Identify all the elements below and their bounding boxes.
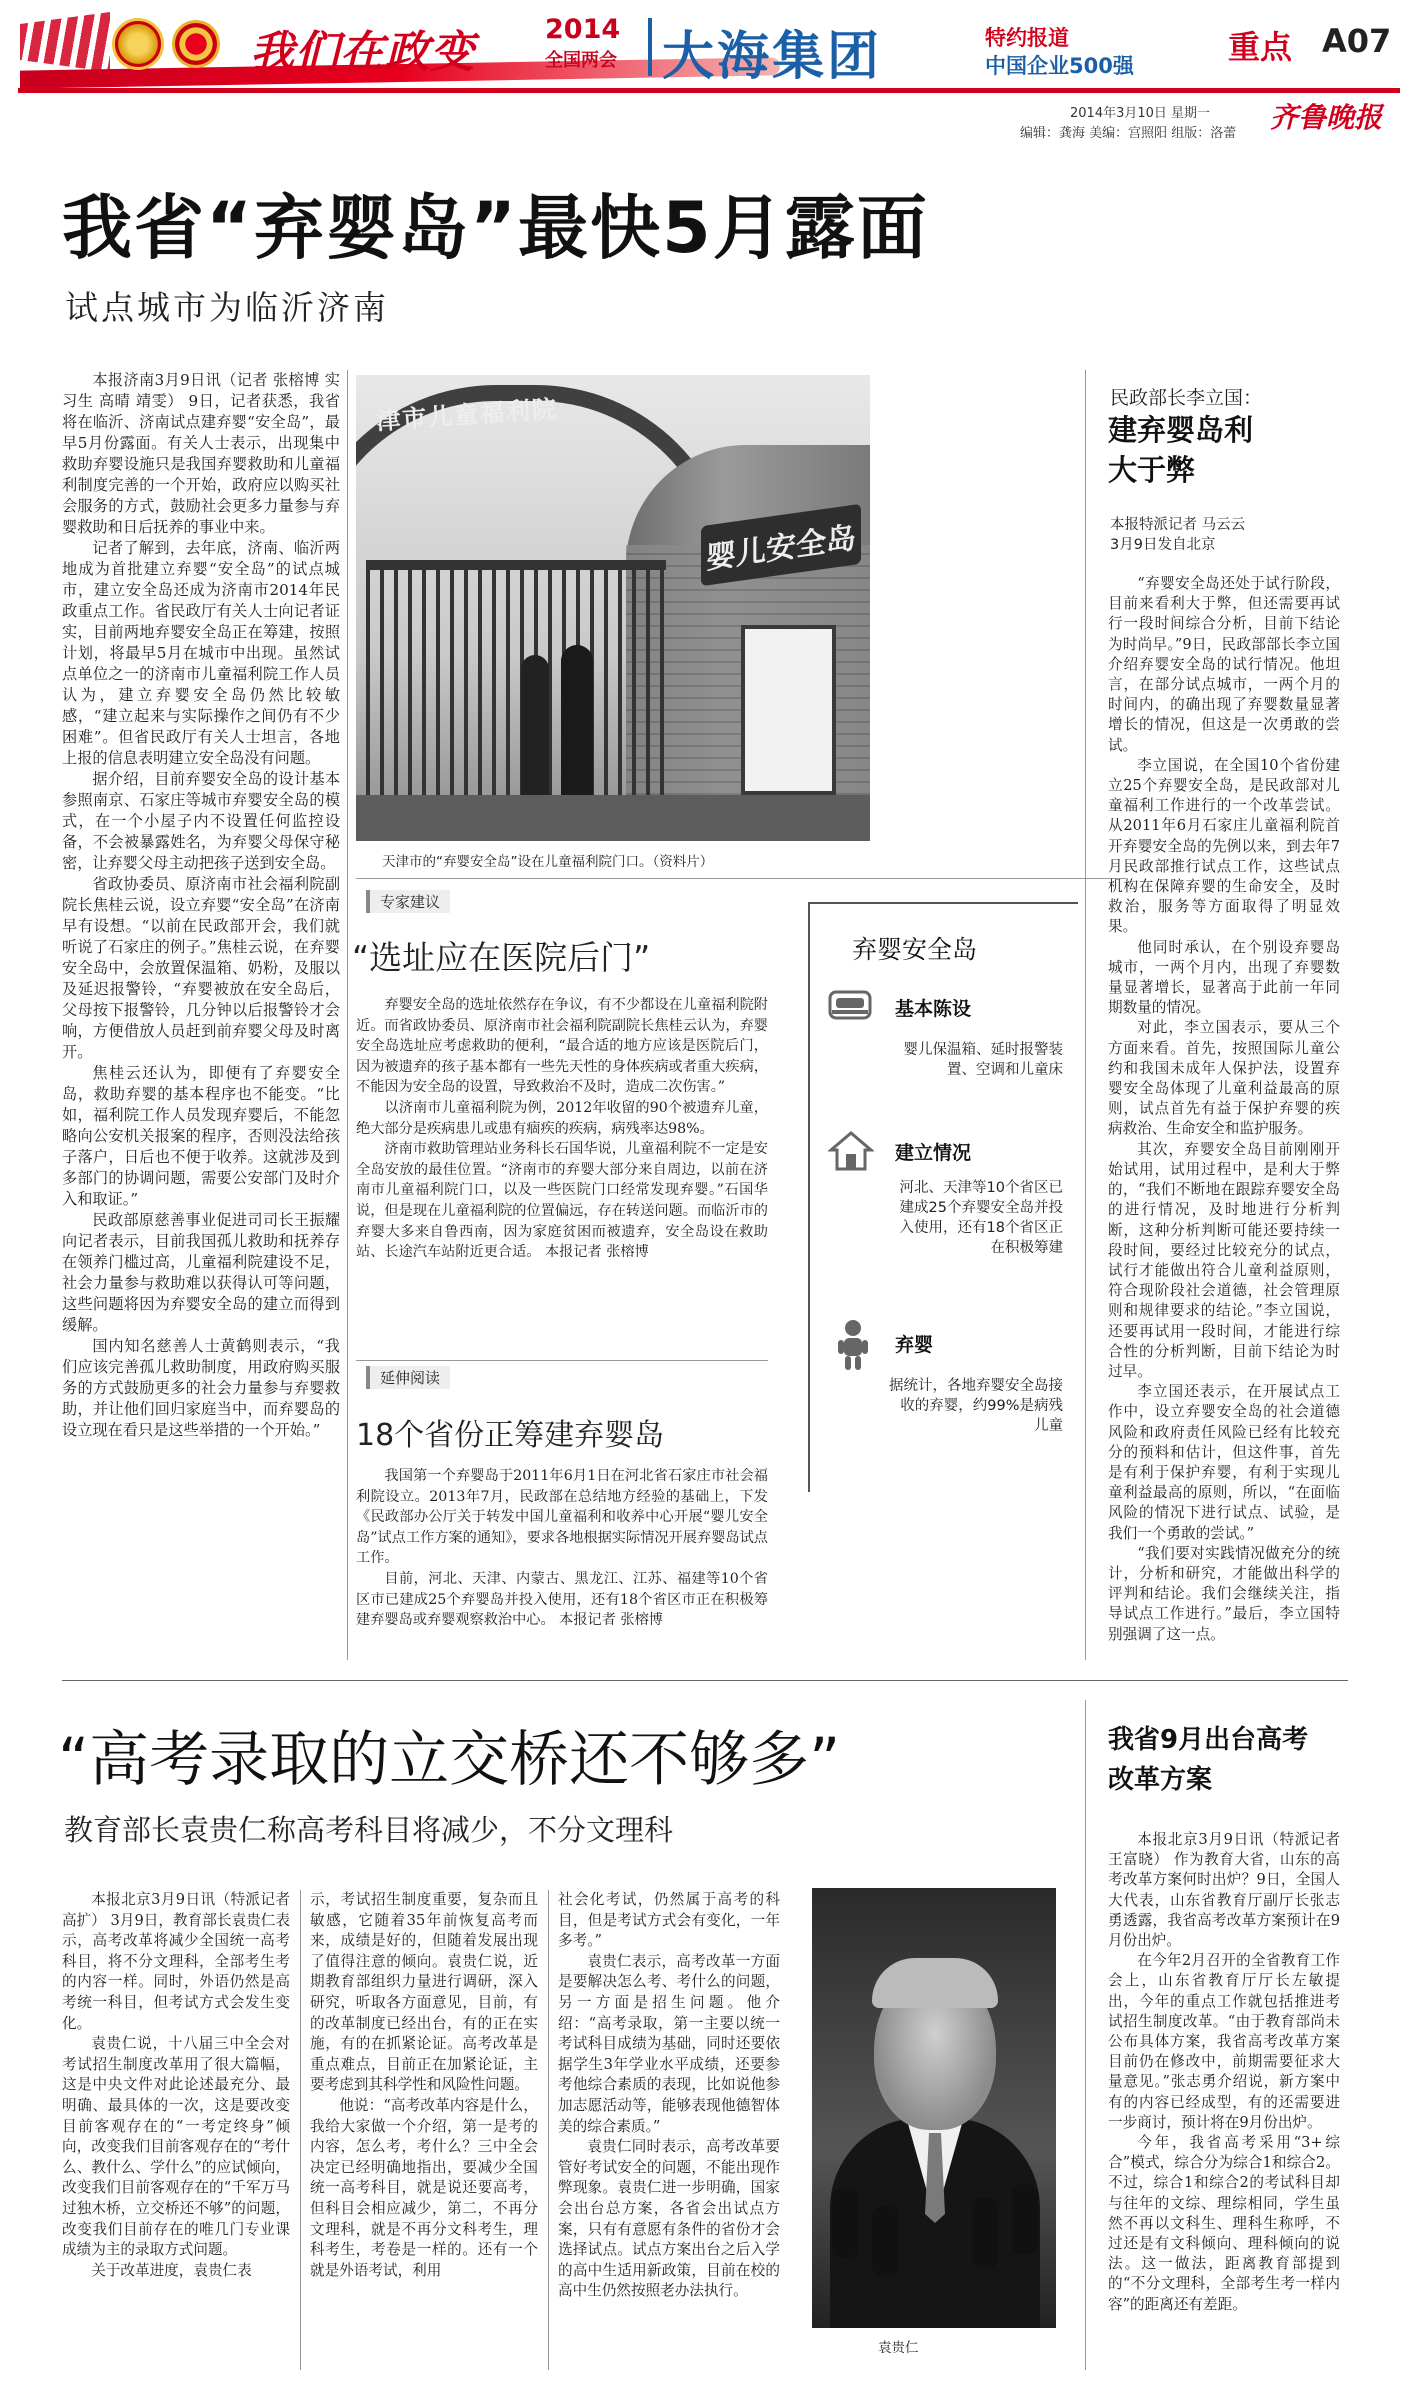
masthead (0, 0, 1409, 108)
story1-body (62, 370, 340, 1441)
masthead-rule (18, 88, 1400, 93)
story1-headline: 我省“弃婴岛”最快5月露面 (62, 187, 929, 269)
safety-island-sign: 婴儿安全岛 (706, 520, 856, 577)
story2-col2 (310, 1890, 538, 2281)
paragraph: 本报北京3月9日讯（特派记者 高扩） 3月9日，教育部长袁贵仁表示，高考改革将减少全国统一高考科目，将不分文理科，全部考生考的内容一样。同时，外语仍然是高考统一科目，但考试方式会发生变化。 (62, 1891, 290, 2032)
column-rule (548, 1890, 549, 2370)
sidebar2-body (1108, 1830, 1340, 2315)
page-number: A07 (1322, 22, 1392, 60)
paper-logo: 齐鲁晚报 (1270, 101, 1383, 134)
microphone-icon (972, 2198, 998, 2268)
house-icon (828, 1130, 874, 1172)
door (741, 625, 836, 795)
column-rule (347, 370, 348, 1660)
paragraph: 本报北京3月9日讯（特派记者 王富晓） 作为教育大省，山东的高考改革方案何时出炉？9日，全国人大代表，山东省教育厅副厅长张志勇透露，我省高考改革方案预计在9月份出炉。 (1108, 1831, 1340, 1950)
paragraph: 国内知名慈善人士黄鹤则表示，“我们应该完善孤儿救助制度，用政府购买服务的方式鼓励更多的社会力量参与弃婴救助，并让他们回归家庭当中，而弃婴岛的设立现在看只是这些举措的一个开始。” (62, 1337, 340, 1439)
paragraph: 对此，李立国表示，要从三个方面来看。首先，按照国际儿童公约和我国未成年人保护法，设置弃婴安全岛体现了儿童利益最高的原则，试点首先有益于保护弃婴的疾病救治、生命安全和监护服务。 (1108, 1019, 1340, 1138)
special-report-label: 特约报道 (985, 26, 1069, 50)
column-year: 2014 (545, 14, 621, 45)
story2-col3 (558, 1890, 780, 2302)
extended-tag: 延伸阅读 (366, 1366, 450, 1389)
paragraph: 省政协委员、原济南市社会福利院副院长焦桂云说，设立弃婴“安全岛”在济南早有设想。“以前在民政部开会，我们就听说了石家庄的例子。”焦桂云说，在弃婴安全岛中，会放置保温箱、奶粉，及服以及延迟报警铃，“弃婴被放在安全岛后，父母按下报警铃，几分钟以后报警铃才会响，方便借放人员赶到前弃婴父母及时离开。 (62, 875, 340, 1061)
paragraph: 焦桂云还认为，即便有了弃婴安全岛，救助弃婴的基本程序也不能变。“比如，福利院工作人员发现弃婴后，不能忽略向公安机关报案的程序，否则没法给孩子落户，日后也不便于收养。这就涉及到多部门的协调问题，需要公安部门及时介入和取证。” (62, 1064, 340, 1208)
column-rule (1085, 370, 1086, 1660)
extended-headline: 18个省份正筹建弃婴岛 (356, 1418, 665, 1453)
expert-headline: “选址应在医院后门” (352, 938, 651, 977)
baby-icon (836, 1318, 870, 1372)
paragraph: 李立国还表示，在开展试点工作中，设立弃婴安全岛的社会道德风险和政府责任风险已经有比较充分的预料和估计，但这件事，首先是有利于保护弃婴，有利于实现儿童利益最高的原则，所以，“在面临风险的情况下进行试点、试验，是我们一个勇敢的尝试。” (1108, 1383, 1340, 1542)
paragraph: 他同时承认，在个别设弃婴岛城市，一两个月内，出现了弃婴数量显著增长，显著高于此前一年同期数量的情况。 (1108, 938, 1340, 1017)
infobox-title: 弃婴安全岛 (852, 935, 978, 964)
section-name: 重点 (1228, 28, 1293, 66)
masthead-divider (648, 18, 652, 76)
cppcc-emblem-icon (172, 20, 220, 68)
national-emblem-icon (112, 18, 164, 70)
editor-credits: 编辑：龚海 美编：宫照阳 组版：洛蕾 (1020, 126, 1237, 141)
microphone-icon (1012, 2184, 1038, 2254)
arch-sign-text: 津市儿童福利院 (375, 394, 559, 436)
expert-tag: 专家建议 (366, 890, 450, 913)
person-figure (561, 645, 593, 810)
welfare-home-photo (356, 375, 870, 841)
story-divider (62, 1680, 1348, 1681)
paragraph: 其次，弃婴安全岛目前刚刚开始试用，试用过程中，是利大于弊的，“我们不断地在跟踪弃婴安全岛的进行情况，及时地进行分析判断，这种分析判断可能还要持续一段时间，要经过比较充分的试点，试行才能做出符合儿童利益原则，符合现阶段社会道德，社会管理原则和规律要求的结论。”李立国说，还要再试用一段时间，才能进行综合性的分析判断，目前下结论为时过早。 (1108, 1140, 1340, 1380)
photo1-caption: 天津市的“弃婴安全岛”设在儿童福利院门口。（资料片） (382, 854, 714, 870)
column-title: 我们在政变 (250, 27, 475, 78)
paragraph: “我们要对实践情况做充分的统计，分析和研究，才能做出科学的评判和结论。我们会继续关注，指导试点工作进行。”最后，李立国特别强调了这一点。 (1108, 1544, 1340, 1643)
paragraph: 示，考试招生制度重要，复杂而且敏感，它随着35年前恢复高考而来，成绩是好的，但随着发展出现了值得注意的倾向。袁贵仁说，近期教育部组织力量进行调研，深入研究，听取各方面意见，目前，有的改革制度已经出台，有的正在实施，有的在抓紧论证。高考改革是重点难点，目前正在加紧论证，主要考虑到其科学性和风险性问题。 (310, 1891, 538, 2094)
paragraph: 关于改革进度，袁贵仁表 (91, 2261, 252, 2279)
paragraph: 在今年2月召开的全省教育工作会上，山东省教育厅厅长左敏提出，今年的重点工作就包括推进考试招生制度改革。“由于教育部尚未公布具体方案，我省高考改革方案目前仍在修改中，前期需要征求大量意见。”张志勇介绍说，新方案中有的内容已经成型，有的还需要进一步商讨，预计将在9月份出炉。 (1108, 1952, 1340, 2131)
paragraph: 李立国说，在全国10个省份建立25个弃婴安全岛，是民政部对儿童福利工作进行的一个改革尝试。从2011年6月石家庄儿童福利院首开弃婴安全岛的先例以来，到去年7月民政部推行试点工作，这些试点机构在保障弃婴的生命安全，及时救治，服务等方面取得了明显效果。 (1108, 756, 1340, 936)
special-report-sub: 中国企业500强 (985, 54, 1134, 78)
extended-body (356, 1466, 768, 1631)
sponsor-name: 大海集团 (662, 27, 883, 87)
paragraph: 袁贵仁说，十八届三中全会对考试招生制度改革用了很大篇幅，这是中央文件对此论述最充分、最明确、最具体的一次，这是要改变目前客观存在的“一考定终身”倾向，改变我们目前客观存在的“考什么、教什么、学什么”的应试倾向，改变我们目前客观存在的“千军万马过独木桥，立交桥还不够”的问题，改变我们目前存在的唯几门专业课成绩为主的录取方式问题。 (62, 2035, 290, 2259)
paragraph: 袁贵仁表示，高考改革一方面是要解决怎么考、考什么的问题，另一方面是招生问题。他介绍：“高考录取，第一主要以统一考试科目成绩为基础，同时还要依据学生3年学业水平成绩，还要参考他综合素质的表现，比如说他参加志愿活动等，能够表现他德智体美的综合素质。” (558, 1952, 780, 2135)
microphone-icon (872, 2206, 898, 2276)
photo2-caption: 袁贵仁 (878, 2340, 919, 2356)
expert-body (356, 995, 768, 1263)
microphone-icon (832, 2188, 858, 2258)
sidebar1-kicker: 民政部长李立国： (1110, 387, 1263, 409)
bed-icon (828, 988, 872, 1022)
infobox-heading: 基本陈设 (895, 998, 972, 1020)
paragraph: 他说：“高考改革内容是什么，我给大家做一个介绍，第一是考的内容，怎么考，考什么？三中全会决定已经明确地指出，要减少全国统一高考科目，就是说还要高考，但科目会相应减少，第二，不再分文理科，就是不再分文科考生，理科考生，考卷是一样的。还有一个就是外语考试，利用 (310, 2096, 538, 2279)
issue-date: 2014年3月10日 星期一 (1070, 106, 1211, 121)
infobox-heading: 建立情况 (895, 1142, 972, 1164)
column-rule (1085, 1700, 1086, 2370)
sidebar2-headline: 我省9月出台高考改革方案 (1108, 1725, 1309, 1795)
person-figure (521, 655, 549, 805)
paragraph: “弃婴安全岛还处于试行阶段，目前来看利大于弊，但还需要再试行一段时间综合分析，目前下结论为时尚早。”9日，民政部部长李立国介绍弃婴安全岛的试行情况。他坦言，在部分试点城市，一两个月的时间内，的确出现了弃婴数量显著增长的情况，但这是一次勇敢的尝试。 (1108, 575, 1340, 754)
infobox-heading: 弃婴 (895, 1334, 934, 1356)
paragraph: 弃婴安全岛的选址依然存在争议，有不少都设在儿童福利院附近。而省政协委员、原济南市社会福利院副院长焦桂云认为，弃婴安全岛选址应考虑救助的便利，“最合适的地方应该是医院后门，因为被遗弃的孩子基本都有一些先天性的身体疾病或者重大疾病，不能因为安全岛的设置，导致救治不及时，造成二次伤害。” (356, 997, 768, 1096)
paragraph: 济南市救助管理站业务科长石国华说，儿童福利院不一定是安全岛安放的最佳位置。“济南市的弃婴大部分来自周边，以前在济南市儿童福利院门口，以及一些医院门口经常发现弃婴。”石国华说，但是现在儿童福利院的位置偏远，存在转送问题。而临沂市的弃婴大多来自鲁西南，因为家庭贫困而被遗弃，安全岛设在救助站、长途汽车站附近更合适。 本报记者 张榕博 (356, 1141, 768, 1261)
infobox-text: 婴儿保温箱、延时报警装置、空调和儿童床 (903, 1042, 1063, 1078)
paragraph: 以济南市儿童福利院为例，2012年收留的90个被遗弃儿童，绝大部分是疾病患儿或患有痼疾的疾病，病残率达98%。 (356, 1099, 768, 1137)
sidebar1-byline: 本报特派记者 马云云 3月9日发自北京 (1110, 517, 1246, 553)
paragraph: 民政部原慈善事业促进司司长王振耀向记者表示，目前我国孤儿救助和抚养存在领养门槛过高，儿童福利院建设不足，社会力量参与救助难以获得认可等问题，这些问题将因为弃婴安全岛的建立而得到缓解。 (62, 1211, 340, 1334)
column-year-sub: 全国两会 (545, 50, 617, 71)
section-rule (356, 878, 1126, 879)
paragraph: 本报济南3月9日讯（记者 张榕博 实习生 高晴 靖雯） 9日，记者获悉，我省将在临沂、济南试点建弃婴“安全岛”，最早5月份露面。有关人士表示，出现集中救助弃婴设施只是我国弃婴救助和儿童福利制度完善的一个开始，政府应以购买社会服务的方式，鼓励社会更多力量参与弃婴救助和日后抚养的事业中来。 (62, 371, 340, 536)
paragraph: 社会化考试，仍然属于高考的科目，但是考试方式会有变化，一年多考。” (558, 1891, 780, 1950)
story2-headline: “高考录取的立交桥还不够多” (58, 1725, 841, 1795)
sidebar1-body (1108, 574, 1340, 1645)
infobox-text: 河北、天津等10个省区已建成25个弃婴安全岛并投入使用，还有18个省区正在积极筹建 (899, 1180, 1063, 1256)
column-rule (300, 1890, 301, 2370)
section-rule (356, 1360, 768, 1361)
paragraph: 我国第一个弃婴岛于2011年6月1日在河北省石家庄市社会福利院设立。2013年7月，民政部在总结地方经验的基础上，下发《民政部办公厅关于转发中国儿童福利和收养中心开展“婴儿安全岛”试点工作方案的通知》，要求各地根据实际情况开展弃婴岛试点工作。 (356, 1468, 768, 1567)
paragraph: 记者了解到，去年底，济南、临沂两地成为首批建立弃婴“安全岛”的试点城市，建立安全岛还成为济南市2014年民政重点工作。省民政厅有关人士向记者证实，目前两地弃婴安全岛正在筹建，按照计划，将最早5月在城市中出现。虽然试点单位之一的济南市儿童福利院工作人员认为，建立弃婴安全岛仍然比较敏感，“建立起来与实际操作之间仍有不少困难”。但省民政厅有关人士坦言，各地上报的信息表明建立安全岛没有问题。 (62, 539, 340, 767)
sidebar1-headline: 建弃婴岛利大于弊 (1108, 413, 1254, 487)
red-flag-decoration (20, 12, 110, 72)
story1-subhead: 试点城市为临沂济南 (65, 288, 389, 327)
paragraph: 袁贵仁同时表示，高考改革要管好考试安全的问题，不能出现作弊现象。袁贵仁进一步明确，国家会出台总方案，各省会出试点方案，只有有意愿有条件的省份才会选择试点。试点方案出台之后入学的高中生适用新政策，目前在校的高中生仍然按照老办法执行。 (558, 2138, 780, 2300)
yuan-guiren-photo (812, 1888, 1056, 2328)
paragraph: 今年，我省高考采用“3+综合”模式，综合分为综合1和综合2。不过，综合1和综合2的考试科目却与往年的文综、理综相同，学生虽然不再以文科生、理科生称呼，不过还是有文科倾向、理科倾向的说法。这一做法，距离教育部提到的“不分文理科，全部考生考一样内容”的距离还有差距。 (1108, 2134, 1340, 2313)
iron-gate (366, 565, 666, 795)
infobox-text: 据统计，各地弃婴安全岛接收的弃婴，约99%是病残儿童 (889, 1378, 1063, 1434)
paragraph: 目前，河北、天津、内蒙古、黑龙江、江苏、福建等10个省区市已建成25个弃婴岛并投入使用，还有18个省区市正在积极筹建弃婴岛或弃婴观察救治中心。 本报记者 张榕博 (356, 1570, 768, 1629)
paragraph: 据介绍，目前弃婴安全岛的设计基本参照南京、石家庄等城市弃婴安全岛的模式，在一个小屋子内不设置任何监控设备，不会被暴露姓名，为弃婴父母保守秘密，让弃婴父母主动把孩子送到安全岛。 (62, 770, 340, 872)
story2-col1 (62, 1890, 290, 2281)
story2-subhead: 教育部长袁贵仁称高考科目将减少，不分文理科 (64, 1813, 674, 1847)
